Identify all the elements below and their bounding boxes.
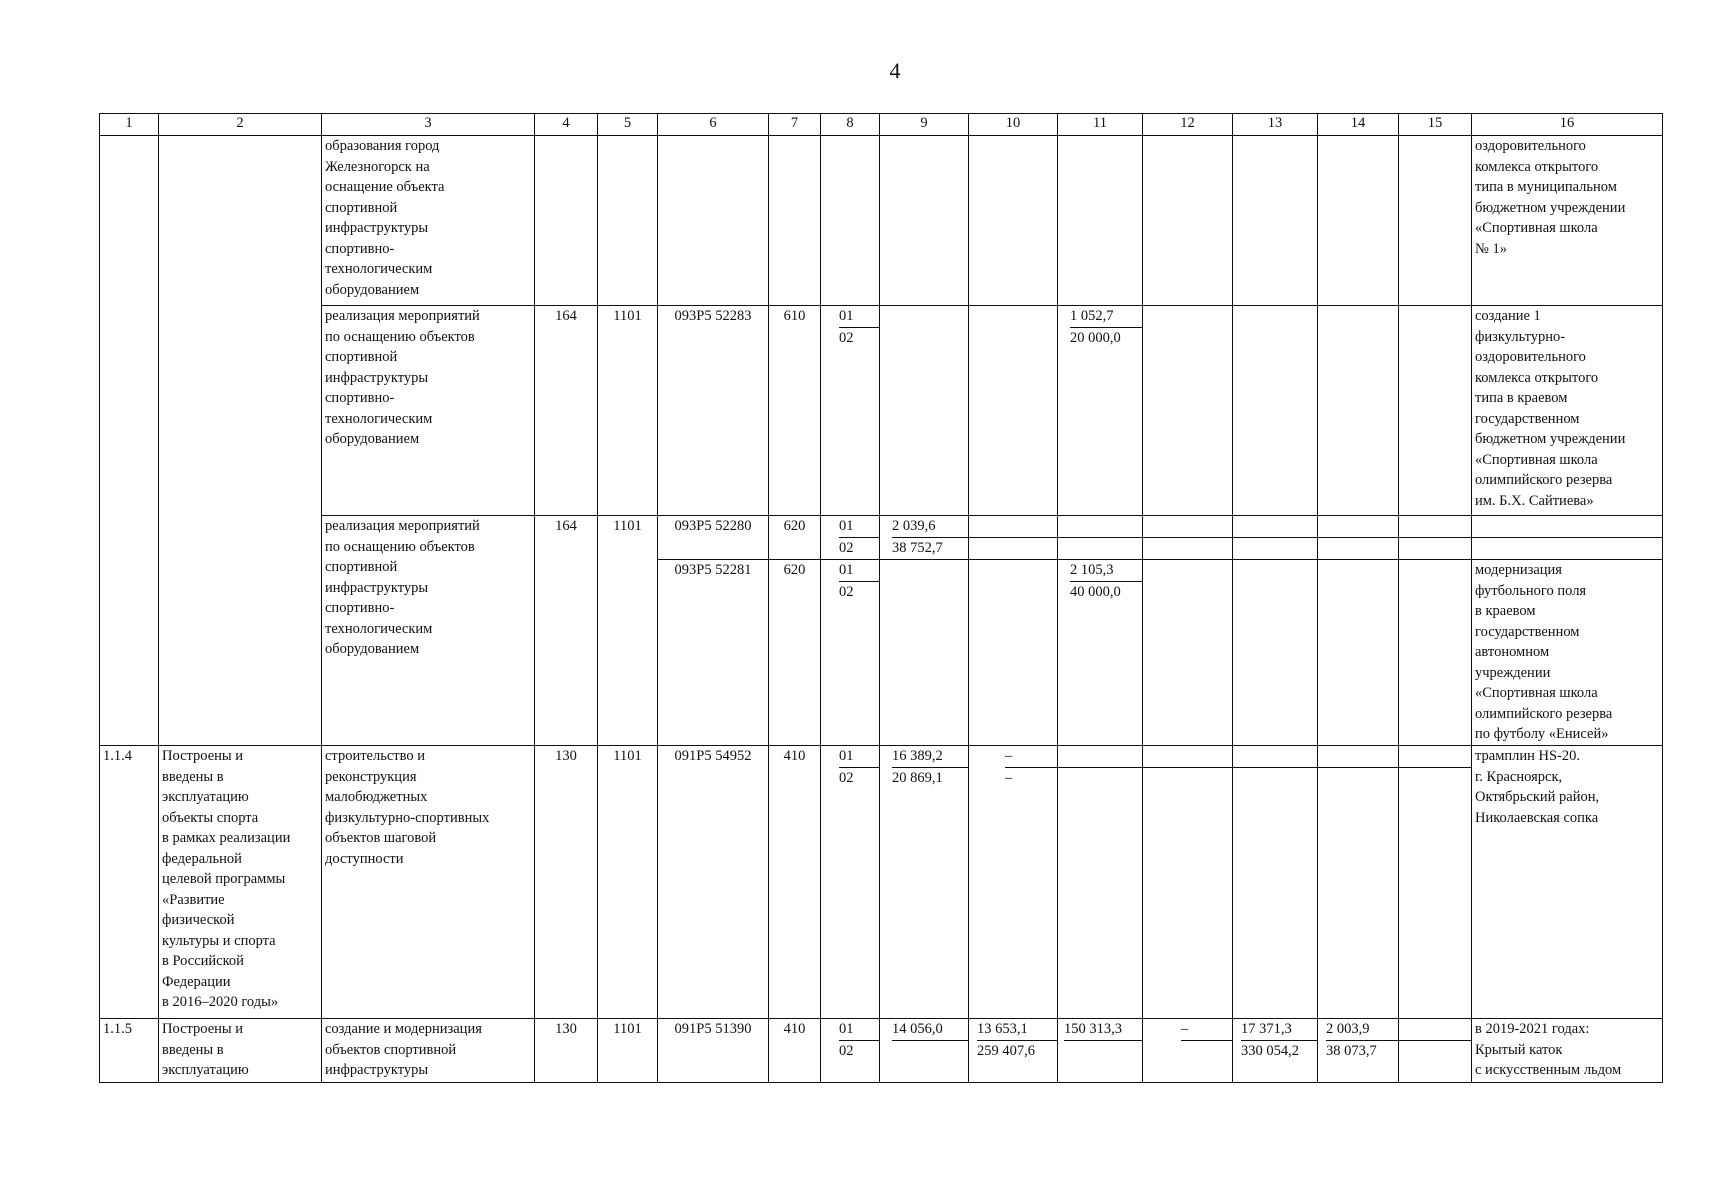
amount-value: 38 073,7 <box>1326 1043 1377 1059</box>
cell-code: 130 <box>535 1019 598 1083</box>
header-cell: 13 <box>1233 114 1318 136</box>
budget-table <box>99 113 1663 1083</box>
cell-section: 1101 <box>598 516 658 560</box>
cell-description: создание 1 физкультурно- оздоровительного комлекса открытого типа в краевом государственном бюджетном учреждении «Спортивная школа олимпийского резерва им. Б.Х. Сайтиева» <box>1472 306 1663 516</box>
source-code: 01 <box>839 560 879 582</box>
table-row <box>100 136 1663 306</box>
amount-value: 2 105,3 <box>1070 560 1142 582</box>
cell-number: 1.1.4 <box>100 746 159 1019</box>
amount-value: 1 052,7 <box>1070 306 1142 328</box>
cell-type: 610 <box>769 306 821 516</box>
cell-activity: строительство и реконструкция малобюджетных физкультурно-спортивных объектов шаговой доступности <box>322 746 535 1019</box>
cell-type: 410 <box>769 746 821 1019</box>
amount-value: 150 313,3 <box>1064 1019 1142 1041</box>
cell-section <box>598 560 658 746</box>
source-code: 02 <box>839 330 854 346</box>
amount-value: 330 054,2 <box>1241 1043 1299 1059</box>
amount-value: – <box>1005 746 1057 768</box>
cell-year-value <box>1058 1019 1143 1083</box>
amount-value: 14 056,0 <box>892 1019 968 1041</box>
cell-number <box>100 516 159 560</box>
cell-kbk: 093P5 52281 <box>658 560 769 746</box>
amount-value: 20 000,0 <box>1070 330 1121 346</box>
cell-section: 1101 <box>598 306 658 516</box>
cell-number: 1.1.5 <box>100 1019 159 1083</box>
header-cell: 14 <box>1318 114 1399 136</box>
cell-source <box>821 306 880 516</box>
cell-year-value <box>880 746 969 1019</box>
amount-value: 17 371,3 <box>1241 1019 1317 1041</box>
cell-code: 164 <box>535 516 598 560</box>
cell-kbk: 091P5 54952 <box>658 746 769 1019</box>
amount-value: 2 039,6 <box>892 516 968 538</box>
amount-value: – <box>1005 770 1013 786</box>
cell-year-value <box>1318 1019 1399 1083</box>
cell-source <box>821 746 880 1019</box>
cell-activity: создание и модернизация объектов спортивной инфраструктуры <box>322 1019 535 1083</box>
cell-description: в 2019-2021 годах: Крытый каток с искусственным льдом <box>1472 1019 1663 1083</box>
header-cell: 8 <box>821 114 880 136</box>
amount-value <box>892 1041 968 1062</box>
table-row <box>100 1019 1663 1083</box>
header-cell: 4 <box>535 114 598 136</box>
cell-result: Построены и введены в эксплуатацию объекты спорта в рамках реализации федеральной целевой программы «Развитие физической культуры и спорта в Российской Федерации в 2016–2020 годы» <box>159 746 322 1019</box>
cell-type: 410 <box>769 1019 821 1083</box>
cell-type: 620 <box>769 516 821 560</box>
cell-description: модернизация футбольного поля в краевом государственном автономном учреждении «Спортивная школа олимпийского резерва по футболу «Енисей» <box>1472 560 1663 746</box>
cell-result: Построены и введены в эксплуатацию <box>159 1019 322 1083</box>
amount-value: 16 389,2 <box>892 746 968 768</box>
cell-activity: образования город Железногорск на оснащение объекта спортивной инфраструктуры спортивно- технологическим оборудованием <box>322 136 535 306</box>
amount-value: 38 752,7 <box>892 540 943 556</box>
cell-activity: реализация мероприятий по оснащению объектов спортивной инфраструктуры спортивно- технологическим оборудованием <box>322 306 535 516</box>
source-code: 02 <box>839 770 854 786</box>
cell-kbk: 091P5 51390 <box>658 1019 769 1083</box>
amount-value: 20 869,1 <box>892 770 943 786</box>
header-cell: 15 <box>1399 114 1472 136</box>
header-cell: 12 <box>1143 114 1233 136</box>
cell-number <box>100 136 159 306</box>
header-cell: 9 <box>880 114 969 136</box>
cell-year-value <box>1058 560 1143 746</box>
amount-value: – <box>1181 1019 1232 1041</box>
header-cell: 1 <box>100 114 159 136</box>
source-code: 01 <box>839 516 879 538</box>
header-cell: 5 <box>598 114 658 136</box>
header-cell: 2 <box>159 114 322 136</box>
cell-kbk: 093P5 52280 <box>658 516 769 560</box>
source-code: 01 <box>839 306 879 328</box>
amount-value: 13 653,1 <box>977 1019 1057 1041</box>
cell-description: трамплин HS-20. г. Красноярск, Октябрьский район, Николаевская сопка <box>1472 746 1663 1019</box>
cell-kbk: 093P5 52283 <box>658 306 769 516</box>
cell-result <box>159 516 322 560</box>
source-code: 01 <box>839 746 879 768</box>
amount-value: 259 407,6 <box>977 1043 1035 1059</box>
source-code: 02 <box>839 584 854 600</box>
source-code: 01 <box>839 1019 879 1041</box>
cell-year-value <box>880 516 969 560</box>
cell-section: 1101 <box>598 1019 658 1083</box>
cell-activity: реализация мероприятий по оснащению объектов спортивной инфраструктуры спортивно- технологическим оборудованием <box>322 516 535 746</box>
amount-value: 40 000,0 <box>1070 584 1121 600</box>
cell-number <box>100 560 159 746</box>
table-header-row <box>100 114 1663 136</box>
cell-year-value <box>969 1019 1058 1083</box>
cell-code: 130 <box>535 746 598 1019</box>
cell-number <box>100 306 159 516</box>
amount-value: 2 003,9 <box>1326 1019 1398 1041</box>
cell-type: 620 <box>769 560 821 746</box>
amount-value <box>1181 1041 1232 1062</box>
cell-year-value <box>969 746 1058 1019</box>
cell-year-value <box>1058 306 1143 516</box>
header-cell: 6 <box>658 114 769 136</box>
header-cell: 7 <box>769 114 821 136</box>
source-code: 02 <box>839 540 854 556</box>
table-row <box>100 516 1663 560</box>
header-cell: 3 <box>322 114 535 136</box>
cell-code: 164 <box>535 306 598 516</box>
header-cell: 16 <box>1472 114 1663 136</box>
cell-year-value <box>880 1019 969 1083</box>
cell-year-value <box>1233 1019 1318 1083</box>
table-row <box>100 306 1663 516</box>
source-code: 02 <box>839 1043 854 1059</box>
header-cell: 10 <box>969 114 1058 136</box>
amount-value <box>1064 1041 1142 1062</box>
cell-year-value <box>1143 1019 1233 1083</box>
cell-result <box>159 306 322 516</box>
page-number: 4 <box>889 58 901 83</box>
cell-source <box>821 560 880 746</box>
cell-code <box>535 560 598 746</box>
cell-result <box>159 136 322 306</box>
table-row <box>100 746 1663 1019</box>
cell-section: 1101 <box>598 746 658 1019</box>
header-cell: 11 <box>1058 114 1143 136</box>
cell-source <box>821 516 880 560</box>
cell-result <box>159 560 322 746</box>
cell-description: оздоровительного комлекса открытого типа в муниципальном бюджетном учреждении «Спортивная школа № 1» <box>1472 136 1663 306</box>
cell-source <box>821 1019 880 1083</box>
